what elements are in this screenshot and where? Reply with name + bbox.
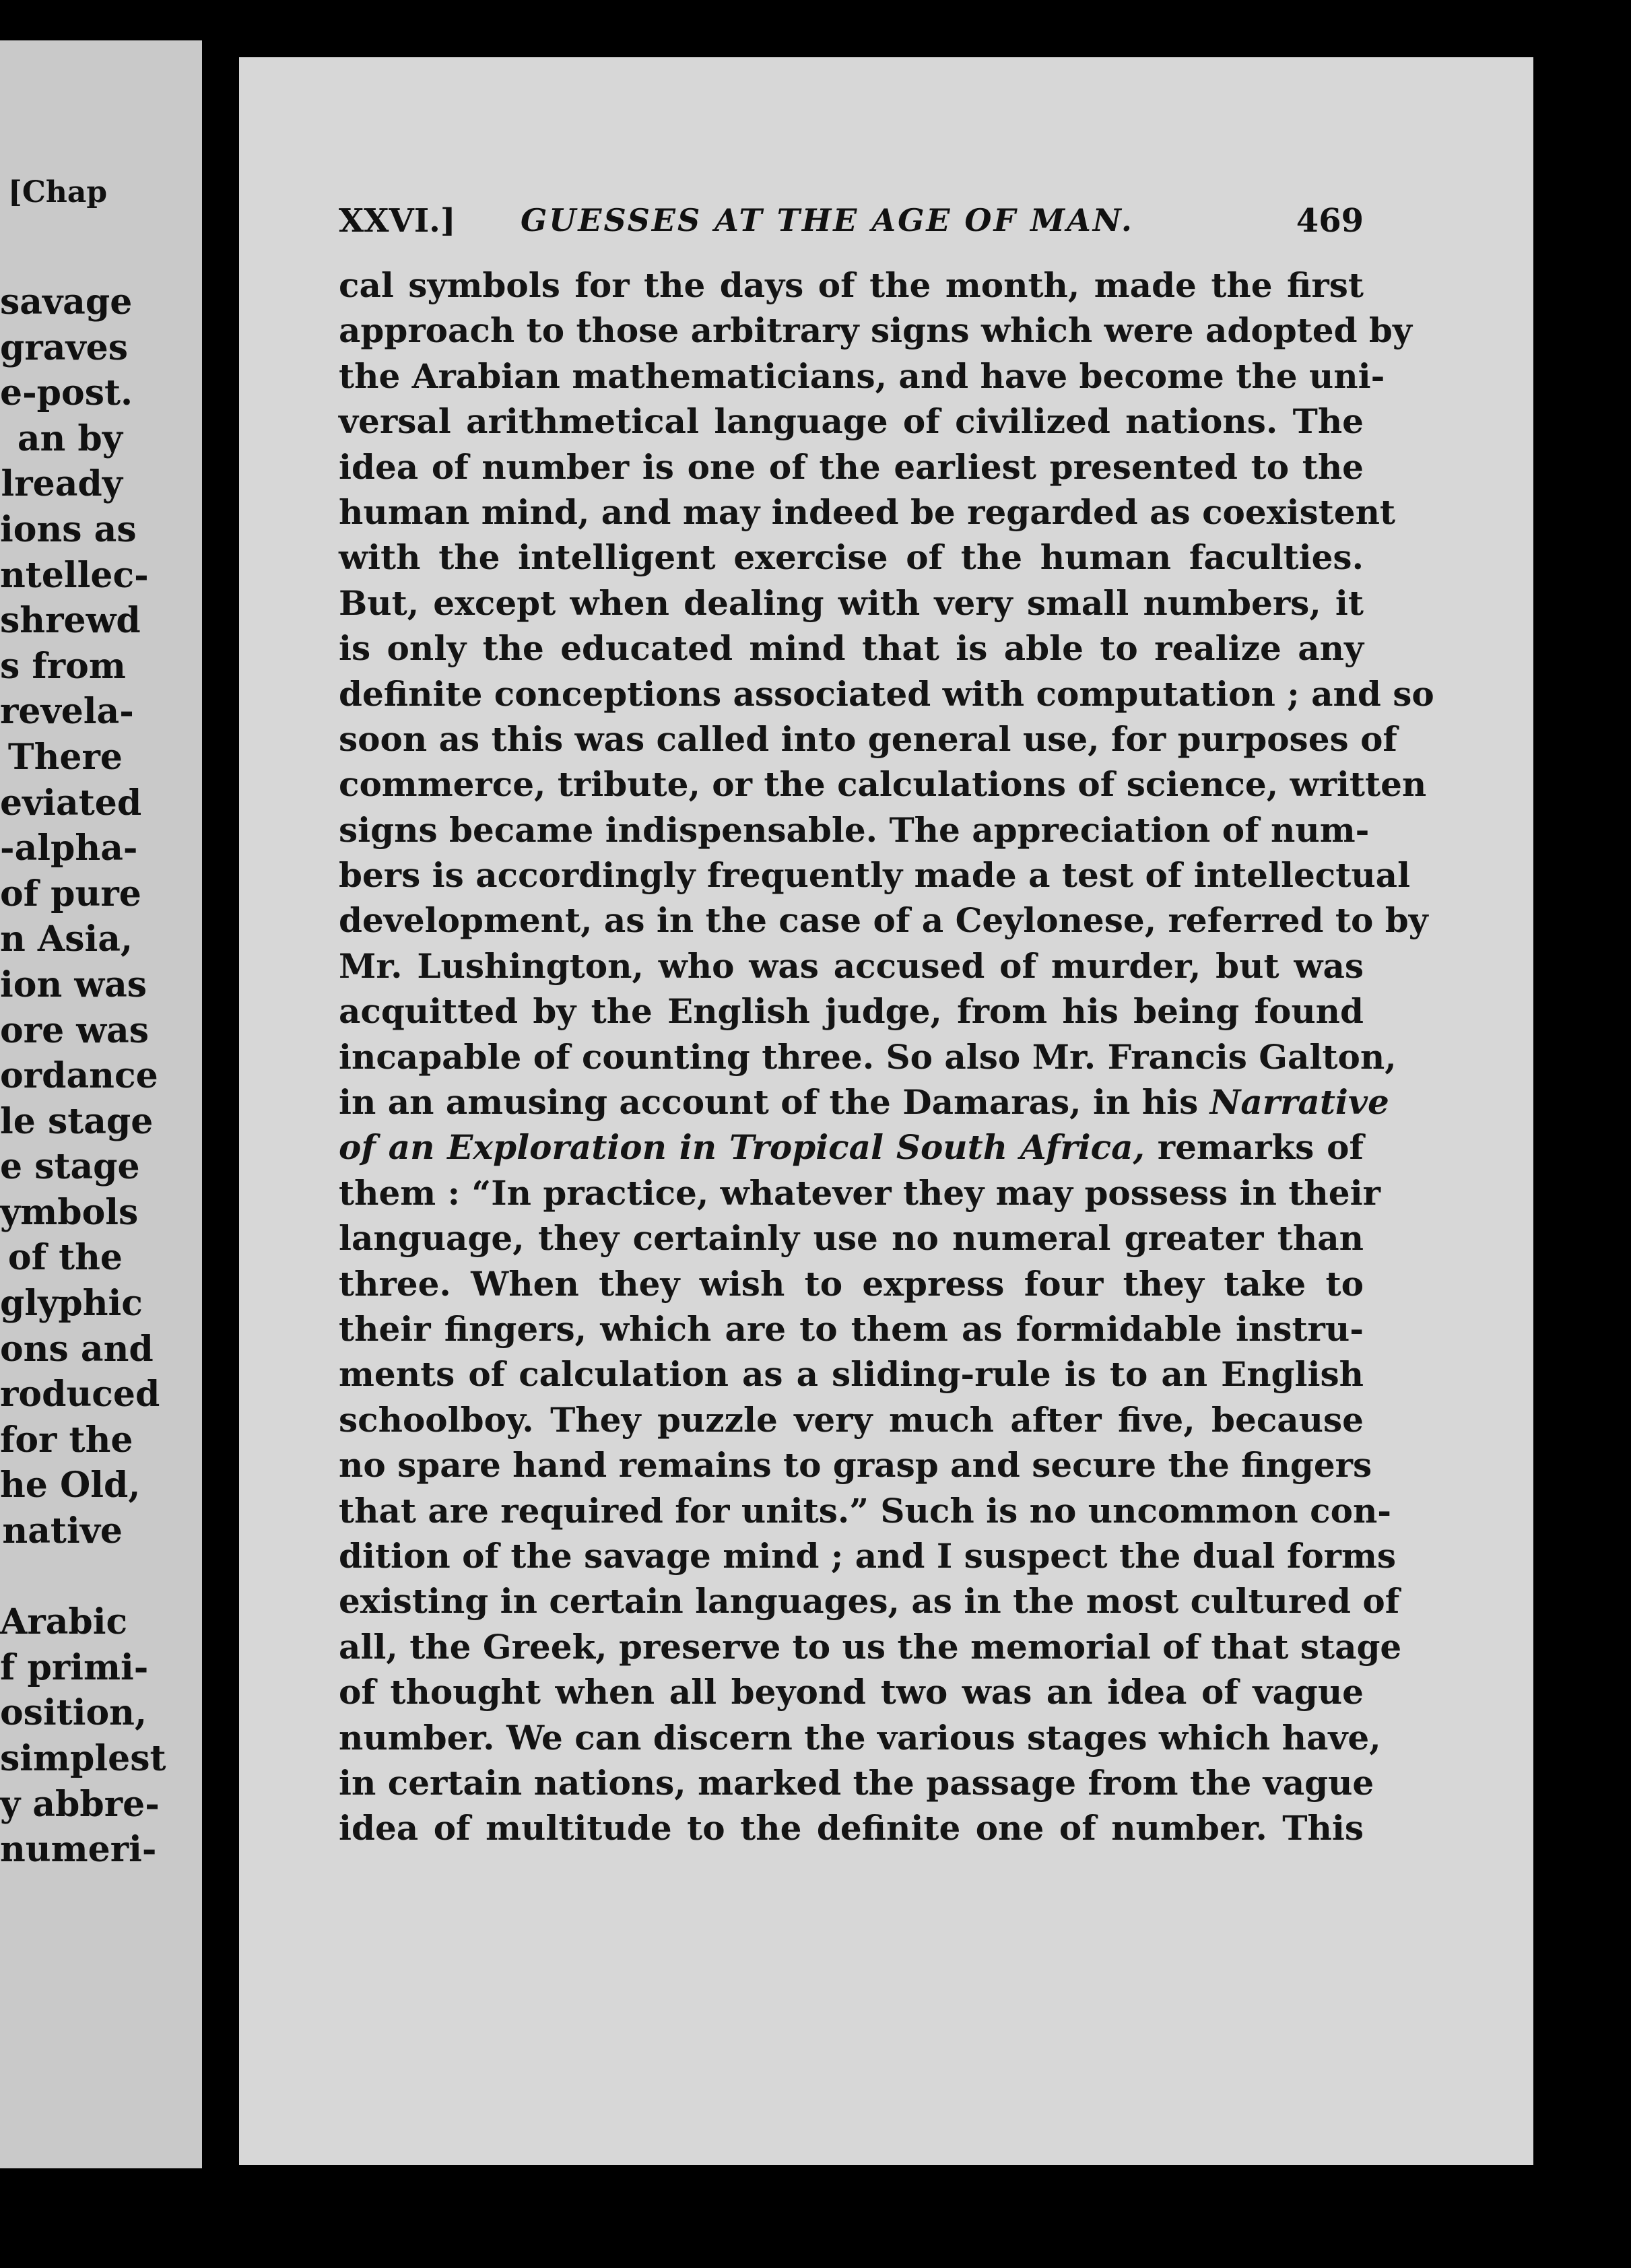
left-page-line: native [2, 1510, 123, 1552]
text-line: idea of multitude to the definite one of number. This [339, 1808, 1364, 1848]
left-page-line: y abbre- [0, 1783, 160, 1825]
left-page-line: n Asia, [0, 919, 133, 960]
text-line: in certain nations, marked the passage from the vague [339, 1762, 1374, 1803]
text-line: incapable of counting three. So also Mr. Francis Galton, [339, 1036, 1397, 1077]
left-page-line: le stage [0, 1100, 154, 1142]
left-page-line: of the [7, 1237, 123, 1279]
left-page-line: -alpha- [0, 828, 138, 869]
left-page-line: ymbols [0, 1191, 139, 1233]
text-line: their fingers, which are to them as formidable instru- [339, 1308, 1364, 1349]
text-line: Mr. Lushington, who was accused of murder, but was [339, 945, 1364, 986]
text-line: dition of the savage mind ; and I suspect the dual forms [339, 1535, 1397, 1576]
text-line: three. When they wish to express four they take to [339, 1263, 1364, 1304]
left-page-line: ore was [0, 1009, 149, 1051]
text-line: with the intelligent exercise of the human faculties. [339, 537, 1364, 578]
text-line: is only the educated mind that is able to realize any [339, 628, 1364, 669]
left-page-line: s from [0, 645, 126, 687]
text-line: of thought when all beyond two was an idea of vague [339, 1672, 1364, 1712]
left-page-line: savage [0, 281, 133, 323]
left-page-line: ion was [0, 964, 147, 1005]
left-page-line: e stage [0, 1146, 140, 1188]
page-number: 469 [1296, 202, 1364, 240]
text-line: cal symbols for the days of the month, made the first [339, 265, 1364, 305]
text-line: of an Exploration in Tropical South Africa, remarks of [339, 1127, 1364, 1168]
running-title: GUESSES AT THE AGE OF MAN. [521, 202, 1134, 238]
left-page-line: osition, [0, 1692, 147, 1734]
text-line: commerce, tribute, or the calculations of science, written [339, 764, 1427, 805]
left-page-line [0, 1554, 202, 1600]
book-gutter [202, 0, 239, 2268]
left-page-line: glyphic [0, 1283, 143, 1325]
chapter-number: XXVI.] [339, 202, 456, 240]
left-page-line: ntellec- [0, 554, 149, 596]
left-page-line: Arabic [0, 1601, 128, 1643]
text-line: idea of number is one of the earliest presented to the [339, 446, 1364, 487]
left-page-line: ordance [0, 1055, 158, 1097]
left-page-text [0, 279, 202, 1873]
text-line: them : “In practice, whatever they may possess in their [339, 1172, 1380, 1213]
left-page-line: he Old, [0, 1465, 141, 1506]
body-text [339, 263, 1434, 1851]
text-line: existing in certain languages, as in the most cultured of [339, 1581, 1400, 1622]
left-page-line: of pure [0, 873, 141, 914]
text-line: acquitted by the English judge, from his being found [339, 991, 1364, 1032]
left-page-line: simplest [0, 1738, 166, 1779]
text-line: that are required for units.” Such is no uncommon con- [339, 1490, 1392, 1531]
left-page-line: revela- [0, 691, 134, 733]
text-line: bers is accordingly frequently made a test of intellectual [339, 855, 1411, 896]
running-head [339, 202, 1364, 249]
text-line: the Arabian mathematicians, and have become the uni- [339, 356, 1385, 396]
text-line: versal arithmetical language of civilized nations. The [339, 401, 1364, 442]
left-page-line: e-post. [0, 372, 133, 414]
text-line: in an amusing account of the Damaras, in his Narrative [339, 1082, 1389, 1123]
text-line: no spare hand remains to grasp and secure the fingers [339, 1445, 1372, 1486]
page-469 [239, 57, 1533, 2165]
left-page-line: f primi- [0, 1646, 149, 1688]
text-line: But, except when dealing with very small numbers, it [339, 582, 1364, 623]
text-line: development, as in the case of a Ceylonese, referred to by [339, 900, 1428, 941]
text-line: number. We can discern the various stages which have, [339, 1717, 1381, 1758]
text-line: language, they certainly use no numeral greater than [339, 1218, 1364, 1259]
left-page-line: lready [1, 463, 123, 505]
text-line: approach to those arbitrary signs which were adopted by [339, 310, 1412, 351]
left-page-line: shrewd [0, 600, 141, 642]
left-page-line: ions as [0, 508, 137, 550]
text-line: definite conceptions associated with computation ; and so [339, 673, 1434, 714]
text-line: soon as this was called into general use, for purposes of [339, 719, 1397, 759]
text-line: signs became indispensable. The appreciation of num- [339, 809, 1370, 850]
left-page-line: for the [0, 1419, 133, 1461]
left-page-line: ons and [0, 1328, 154, 1370]
left-page-line: eviated [0, 782, 142, 824]
left-page-running-head: [Chap [8, 175, 108, 209]
left-page-line: There [7, 736, 123, 778]
left-page-line: roduced [0, 1374, 160, 1415]
text-line: schoolboy. They puzzle very much after five, because [339, 1399, 1364, 1440]
left-page-line: numeri- [0, 1829, 157, 1871]
text-line: human mind, and may indeed be regarded as coexistent [339, 492, 1396, 532]
text-line: ments of calculation as a sliding-rule is to an English [339, 1354, 1364, 1395]
left-page-line: an by [17, 418, 123, 459]
text-line: all, the Greek, preserve to us the memorial of that stage [339, 1626, 1402, 1667]
left-page-fragment [0, 40, 202, 2168]
left-page-line: graves [0, 327, 129, 368]
